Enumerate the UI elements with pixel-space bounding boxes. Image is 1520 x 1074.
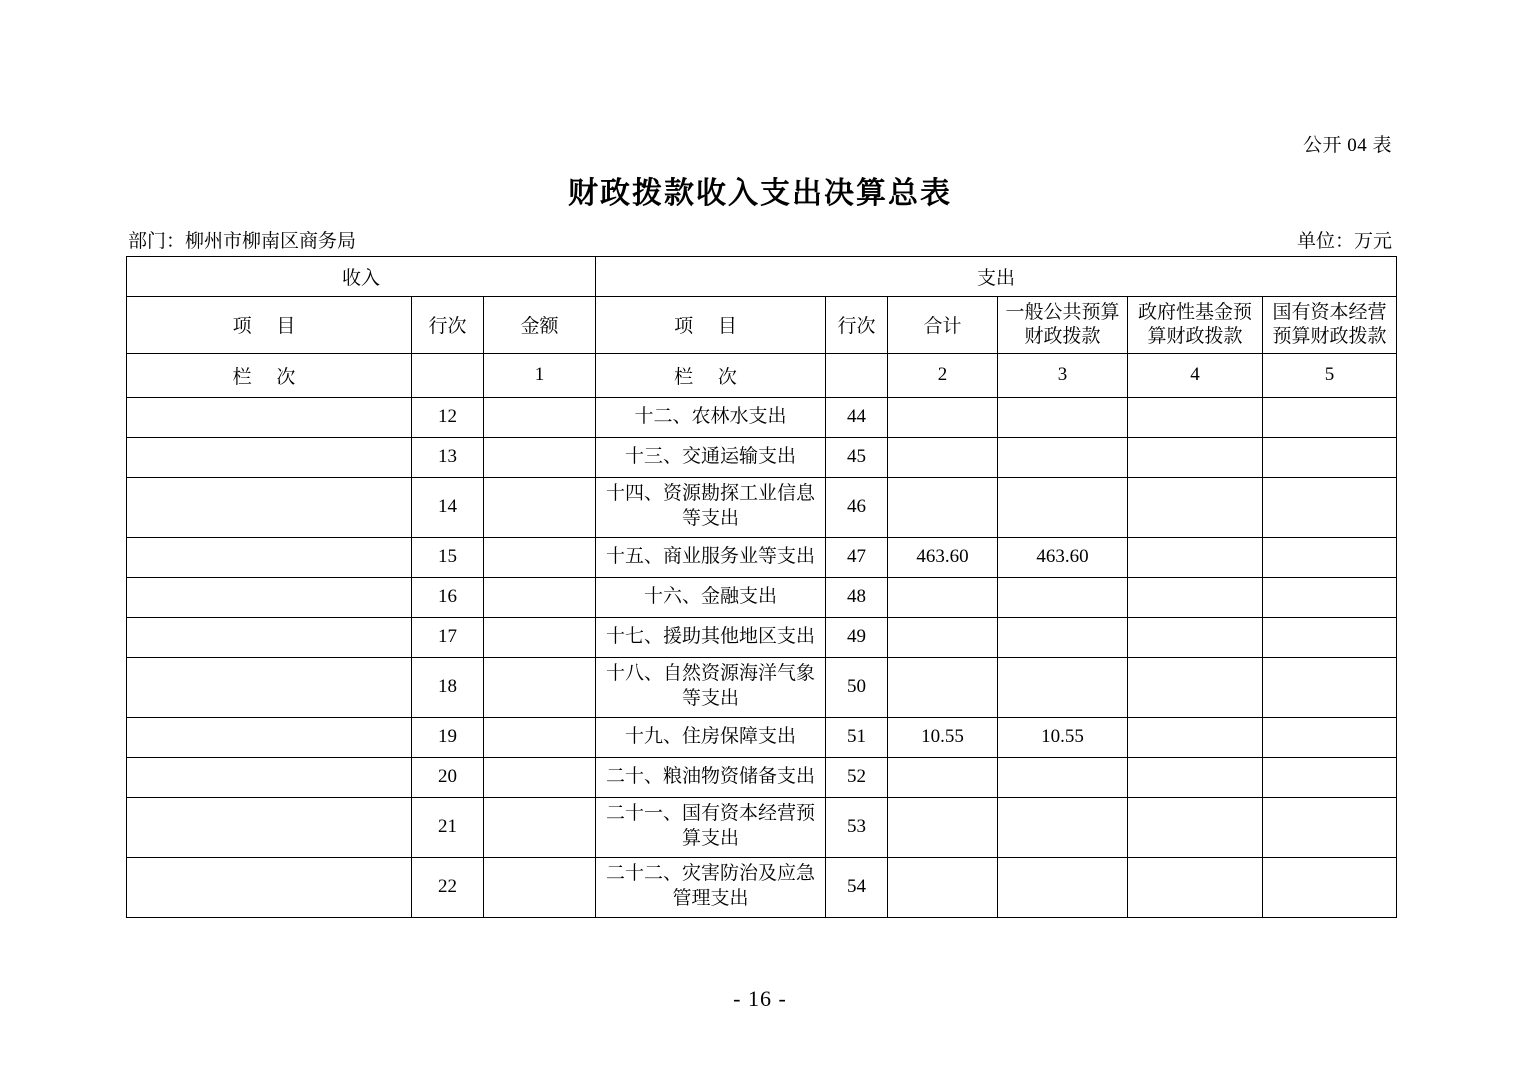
income-line-no: 20 bbox=[412, 757, 484, 797]
expenditure-total bbox=[888, 577, 998, 617]
table-row bbox=[127, 477, 1397, 537]
expenditure-item: 二十一、国有资本经营预算支出 bbox=[596, 797, 826, 857]
income-line-no: 21 bbox=[412, 797, 484, 857]
income-amount bbox=[484, 537, 596, 577]
expenditure-fund bbox=[1128, 717, 1263, 757]
expenditure-line-no: 50 bbox=[826, 657, 888, 717]
income-item bbox=[127, 577, 412, 617]
income-amount bbox=[484, 857, 596, 917]
expenditure-fund bbox=[1128, 797, 1263, 857]
expenditure-total: 10.55 bbox=[888, 717, 998, 757]
table-column-header-row bbox=[127, 297, 1397, 354]
lane-capital-no: 5 bbox=[1263, 353, 1397, 397]
expenditure-item: 二十、粮油物资储备支出 bbox=[596, 757, 826, 797]
table-row bbox=[127, 617, 1397, 657]
income-line-no: 13 bbox=[412, 437, 484, 477]
income-item bbox=[127, 397, 412, 437]
income-amount bbox=[484, 577, 596, 617]
income-line-no: 18 bbox=[412, 657, 484, 717]
expenditure-fund bbox=[1128, 477, 1263, 537]
lane-income-amount-no: 1 bbox=[484, 353, 596, 397]
table-row bbox=[127, 797, 1397, 857]
expenditure-general: 463.60 bbox=[998, 537, 1128, 577]
table-lane-number-row bbox=[127, 353, 1397, 397]
header-general-public-budget: 一般公共预算财政拨款 bbox=[998, 297, 1128, 354]
expenditure-general bbox=[998, 657, 1128, 717]
table-row bbox=[127, 437, 1397, 477]
expenditure-capital bbox=[1263, 477, 1397, 537]
income-line-no: 19 bbox=[412, 717, 484, 757]
department-label: 部门：柳州市柳南区商务局 bbox=[128, 231, 357, 252]
table-row bbox=[127, 397, 1397, 437]
expenditure-general: 10.55 bbox=[998, 717, 1128, 757]
expenditure-total bbox=[888, 397, 998, 437]
expenditure-fund bbox=[1128, 757, 1263, 797]
expenditure-general bbox=[998, 477, 1128, 537]
income-item bbox=[127, 757, 412, 797]
expenditure-total bbox=[888, 857, 998, 917]
expenditure-general bbox=[998, 757, 1128, 797]
header-income-line-no: 行次 bbox=[412, 297, 484, 354]
table-row bbox=[127, 537, 1397, 577]
group-header-income: 收入 bbox=[127, 257, 596, 297]
expenditure-item: 十五、商业服务业等支出 bbox=[596, 537, 826, 577]
income-amount bbox=[484, 617, 596, 657]
expenditure-item: 十三、交通运输支出 bbox=[596, 437, 826, 477]
expenditure-general bbox=[998, 617, 1128, 657]
expenditure-capital bbox=[1263, 717, 1397, 757]
expenditure-item: 十四、资源勘探工业信息等支出 bbox=[596, 477, 826, 537]
expenditure-capital bbox=[1263, 437, 1397, 477]
expenditure-item: 十六、金融支出 bbox=[596, 577, 826, 617]
expenditure-total bbox=[888, 617, 998, 657]
header-expenditure-item: 项 目 bbox=[596, 297, 826, 354]
lane-label-income: 栏 次 bbox=[127, 353, 412, 397]
header-expenditure-line-no: 行次 bbox=[826, 297, 888, 354]
form-code: 公开 04 表 bbox=[1302, 135, 1392, 156]
income-line-no: 12 bbox=[412, 397, 484, 437]
expenditure-general bbox=[998, 857, 1128, 917]
header-state-capital-budget: 国有资本经营预算财政拨款 bbox=[1263, 297, 1397, 354]
income-amount bbox=[484, 717, 596, 757]
page-number: - 16 - bbox=[733, 986, 787, 1011]
expenditure-capital bbox=[1263, 757, 1397, 797]
expenditure-fund bbox=[1128, 537, 1263, 577]
expenditure-line-no: 44 bbox=[826, 397, 888, 437]
expenditure-fund bbox=[1128, 437, 1263, 477]
expenditure-line-no: 54 bbox=[826, 857, 888, 917]
expenditure-line-no: 48 bbox=[826, 577, 888, 617]
income-item bbox=[127, 717, 412, 757]
expenditure-capital bbox=[1263, 397, 1397, 437]
lane-label-expenditure: 栏 次 bbox=[596, 353, 826, 397]
expenditure-fund bbox=[1128, 577, 1263, 617]
expenditure-line-no: 52 bbox=[826, 757, 888, 797]
group-header-expenditure: 支出 bbox=[596, 257, 1397, 297]
lane-fund-no: 4 bbox=[1128, 353, 1263, 397]
expenditure-total: 463.60 bbox=[888, 537, 998, 577]
table-row bbox=[127, 657, 1397, 717]
expenditure-line-no: 49 bbox=[826, 617, 888, 657]
budget-table bbox=[126, 256, 1397, 918]
expenditure-capital bbox=[1263, 657, 1397, 717]
expenditure-total bbox=[888, 797, 998, 857]
table-group-header-row bbox=[127, 257, 1397, 297]
expenditure-total bbox=[888, 437, 998, 477]
table-row bbox=[127, 717, 1397, 757]
income-item bbox=[127, 477, 412, 537]
lane-income-blank bbox=[412, 353, 484, 397]
header-government-fund-budget: 政府性基金预算财政拨款 bbox=[1128, 297, 1263, 354]
expenditure-item: 十七、援助其他地区支出 bbox=[596, 617, 826, 657]
unit-label: 单位：万元 bbox=[1296, 231, 1392, 252]
expenditure-item: 十二、农林水支出 bbox=[596, 397, 826, 437]
meta-row bbox=[128, 226, 1392, 250]
expenditure-fund bbox=[1128, 657, 1263, 717]
expenditure-capital bbox=[1263, 857, 1397, 917]
expenditure-item: 十九、住房保障支出 bbox=[596, 717, 826, 757]
income-item bbox=[127, 437, 412, 477]
expenditure-line-no: 51 bbox=[826, 717, 888, 757]
income-item bbox=[127, 617, 412, 657]
income-amount bbox=[484, 657, 596, 717]
income-amount bbox=[484, 797, 596, 857]
income-amount bbox=[484, 397, 596, 437]
expenditure-fund bbox=[1128, 857, 1263, 917]
income-line-no: 15 bbox=[412, 537, 484, 577]
expenditure-total bbox=[888, 477, 998, 537]
table-row bbox=[127, 857, 1397, 917]
lane-expenditure-total-no: 2 bbox=[888, 353, 998, 397]
income-item bbox=[127, 797, 412, 857]
expenditure-line-no: 46 bbox=[826, 477, 888, 537]
expenditure-general bbox=[998, 797, 1128, 857]
expenditure-capital bbox=[1263, 537, 1397, 577]
table-row bbox=[127, 577, 1397, 617]
expenditure-capital bbox=[1263, 577, 1397, 617]
income-item bbox=[127, 537, 412, 577]
expenditure-line-no: 53 bbox=[826, 797, 888, 857]
expenditure-fund bbox=[1128, 397, 1263, 437]
income-line-no: 16 bbox=[412, 577, 484, 617]
expenditure-capital bbox=[1263, 617, 1397, 657]
income-amount bbox=[484, 757, 596, 797]
expenditure-general bbox=[998, 397, 1128, 437]
expenditure-capital bbox=[1263, 797, 1397, 857]
expenditure-item: 十八、自然资源海洋气象等支出 bbox=[596, 657, 826, 717]
expenditure-line-no: 47 bbox=[826, 537, 888, 577]
header-expenditure-total: 合计 bbox=[888, 297, 998, 354]
income-item bbox=[127, 657, 412, 717]
table-row bbox=[127, 757, 1397, 797]
income-line-no: 17 bbox=[412, 617, 484, 657]
lane-expenditure-blank bbox=[826, 353, 888, 397]
expenditure-line-no: 45 bbox=[826, 437, 888, 477]
income-amount bbox=[484, 437, 596, 477]
income-item bbox=[127, 857, 412, 917]
expenditure-total bbox=[888, 657, 998, 717]
expenditure-total bbox=[888, 757, 998, 797]
page-title: 财政拨款收入支出决算总表 bbox=[568, 177, 952, 210]
lane-general-no: 3 bbox=[998, 353, 1128, 397]
expenditure-general bbox=[998, 437, 1128, 477]
income-line-no: 14 bbox=[412, 477, 484, 537]
header-income-amount: 金额 bbox=[484, 297, 596, 354]
expenditure-general bbox=[998, 577, 1128, 617]
income-amount bbox=[484, 477, 596, 537]
income-line-no: 22 bbox=[412, 857, 484, 917]
expenditure-fund bbox=[1128, 617, 1263, 657]
expenditure-item: 二十二、灾害防治及应急管理支出 bbox=[596, 857, 826, 917]
header-income-item: 项 目 bbox=[127, 297, 412, 354]
